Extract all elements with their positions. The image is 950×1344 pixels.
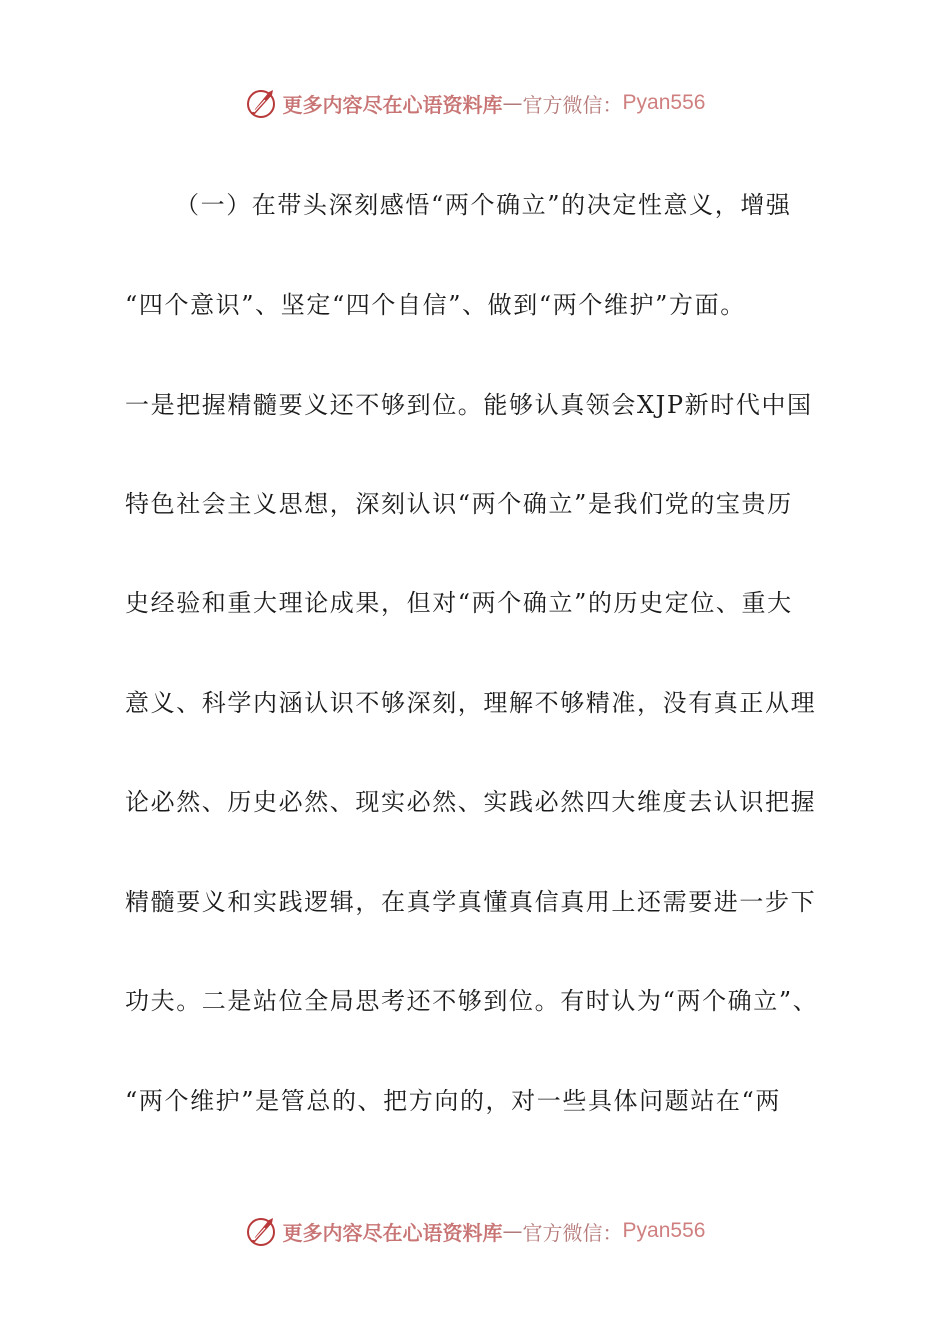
banner-dash: — [502,91,523,115]
paragraph-line: 功夫。二是站位全局思考还不够到位。有时认为“两个确立”、 [125,987,819,1015]
paragraph-line: 精髓要义和实践逻辑，在真学真懂真信真用上还需要进一步下 [125,888,817,916]
banner-text [283,1217,706,1246]
paragraph-line: （一）在带头深刻感悟“两个确立”的决定性意义，增强 [175,191,792,219]
paragraph-line: 史经验和重大理论成果，但对“两个确立”的历史定位、重大 [125,589,793,617]
paragraph-line: 特色社会主义思想，深刻认识“两个确立”是我们党的宝贵历 [125,490,793,518]
banner-site-name: 更多内容尽在心语资料库 [282,1220,503,1245]
paragraph-line: 一是把握精髓要义还不够到位。能够认真领会XJP新时代中国 [125,391,813,419]
banner-wechat-id: Pyan556 [622,1219,706,1242]
paragraph-line: “四个意识”、坚定“四个自信”、做到“两个维护”方面。 [125,291,746,319]
banner-wechat-label: 官方微信： [522,1220,623,1245]
paragraph-line: 论必然、历史必然、现实必然、实践必然四大维度去认识把握 [125,788,817,816]
quill-pen-logo-icon [245,1214,279,1248]
paragraph-line: “两个维护”是管总的、把方向的，对一些具体问题站在“两 [125,1087,782,1115]
banner-text [283,89,706,118]
banner-site-name: 更多内容尽在心语资料库 [282,92,503,117]
banner-wechat-label: 官方微信： [522,92,623,117]
banner-dash: — [502,1219,523,1243]
header-banner [0,83,950,123]
paragraph-line: 意义、科学内涵认识不够深刻，理解不够精准，没有真正从理 [125,689,817,717]
banner-wechat-id: Pyan556 [622,91,706,114]
quill-pen-logo-icon [245,86,279,120]
footer-banner [0,1211,950,1251]
